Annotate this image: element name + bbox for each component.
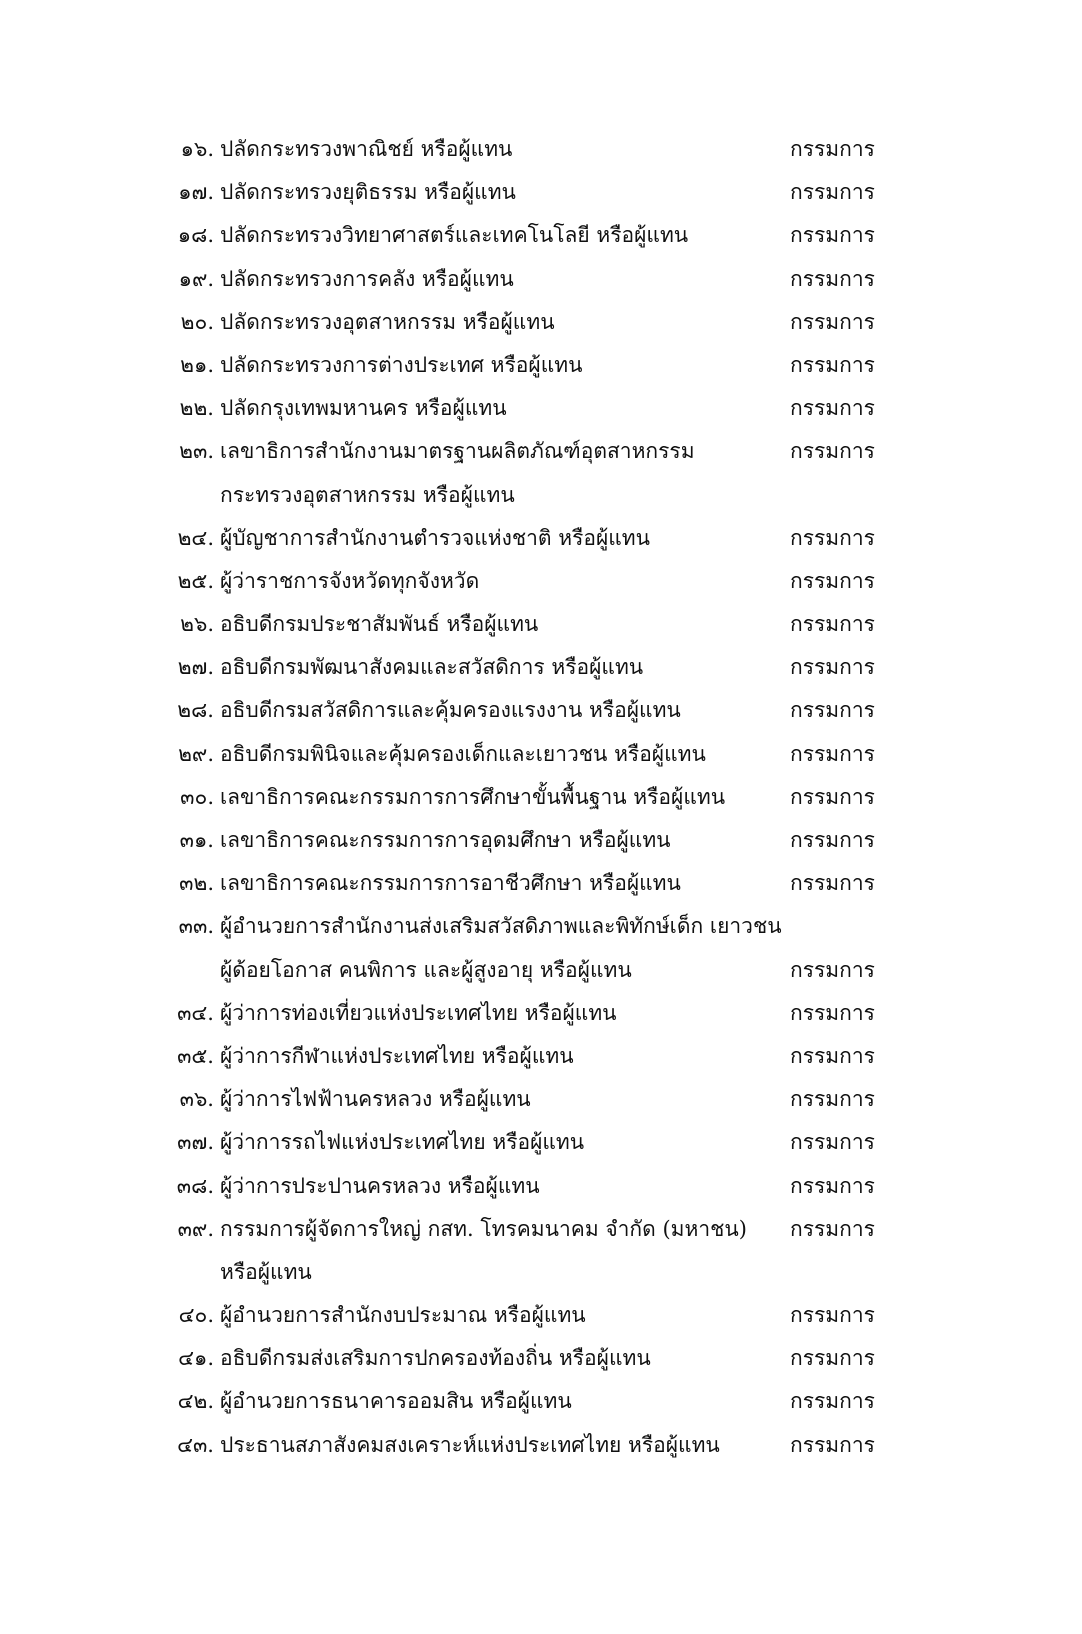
member-role: กรรมการ — [790, 568, 875, 593]
member-title: เลขาธิการคณะกรรมการการอาชีวศึกษา หรือผู้แทน — [220, 871, 681, 896]
member-number: ๑๖. — [180, 137, 214, 161]
member-role: กรรมการ — [790, 439, 875, 464]
member-role: กรรมการ — [790, 871, 875, 896]
member-title: อธิบดีกรมพัฒนาสังคมและสวัสดิการ หรือผู้แทน — [220, 655, 644, 680]
member-title: ผู้ว่าการท่องเที่ยวแห่งประเทศไทย หรือผู้แทน — [220, 1000, 617, 1025]
member-number: ๓๒. — [179, 871, 214, 896]
member-number: ๓๔. — [177, 1000, 214, 1025]
member-title: กระทรวงอุตสาหกรรม หรือผู้แทน — [220, 482, 515, 507]
member-role: กรรมการ — [790, 698, 875, 723]
member-number: ๒๔. — [177, 525, 214, 550]
member-row — [0, 1294, 1082, 1337]
member-title: ปลัดกระทรวงยุติธรรม หรือผู้แทน — [220, 180, 516, 205]
member-title: ประธานสภาสังคมสงเคราะห์แห่งประเทศไทย หรือผู้แทน — [220, 1432, 720, 1457]
member-title: ผู้ว่าการกีฬาแห่งประเทศไทย หรือผู้แทน — [220, 1043, 574, 1068]
member-role: กรรมการ — [790, 1346, 875, 1371]
member-role: กรรมการ — [790, 1389, 875, 1414]
member-number: ๔๒. — [177, 1389, 214, 1414]
member-role: กรรมการ — [790, 612, 875, 637]
member-row — [0, 862, 1082, 905]
member-number: ๓๐. — [180, 784, 214, 809]
member-row — [0, 430, 1082, 473]
member-title: อธิบดีกรมส่งเสริมการปกครองท้องถิ่น หรือผู้แทน — [220, 1346, 651, 1371]
member-title: ผู้ว่าการรถไฟแห่งประเทศไทย หรือผู้แทน — [220, 1130, 585, 1155]
member-row — [0, 733, 1082, 776]
member-row — [0, 1251, 1082, 1294]
member-role: กรรมการ — [790, 1043, 875, 1068]
committee-member-list — [0, 128, 1082, 1467]
member-row — [0, 344, 1082, 387]
member-row — [0, 689, 1082, 732]
member-row — [0, 992, 1082, 1035]
member-role: กรรมการ — [790, 1216, 875, 1241]
member-row — [0, 905, 1082, 948]
member-role: กรรมการ — [790, 1173, 875, 1198]
member-title: ผู้อำนวยการธนาคารออมสิน หรือผู้แทน — [220, 1389, 572, 1414]
member-row — [0, 1424, 1082, 1467]
member-number: ๒๖. — [180, 612, 214, 637]
member-role: กรรมการ — [790, 1303, 875, 1328]
member-row — [0, 1380, 1082, 1423]
member-role: กรรมการ — [790, 180, 875, 205]
member-row — [0, 258, 1082, 301]
member-number: ๑๗. — [178, 180, 214, 205]
member-row — [0, 603, 1082, 646]
member-row — [0, 776, 1082, 819]
member-title: ปลัดกระทรวงการต่างประเทศ หรือผู้แทน — [220, 352, 583, 377]
member-role: กรรมการ — [790, 1432, 875, 1457]
member-row — [0, 474, 1082, 517]
member-title: ผู้อำนวยการสำนักงบประมาณ หรือผู้แทน — [220, 1303, 586, 1328]
member-title: อธิบดีกรมประชาสัมพันธ์ หรือผู้แทน — [220, 612, 539, 637]
member-number: ๓๗. — [177, 1130, 214, 1155]
member-role: กรรมการ — [790, 525, 875, 550]
member-title: ผู้ว่าการไฟฟ้านครหลวง หรือผู้แทน — [220, 1087, 531, 1112]
member-title: หรือผู้แทน — [220, 1259, 312, 1284]
member-number: ๓๘. — [176, 1173, 214, 1198]
member-role: กรรมการ — [790, 1000, 875, 1025]
member-row — [0, 387, 1082, 430]
member-number: ๓๑. — [179, 828, 214, 852]
member-number: ๒๒. — [179, 396, 214, 421]
member-title: ปลัดกระทรวงการคลัง หรือผู้แทน — [220, 266, 514, 291]
member-role: กรรมการ — [790, 1130, 875, 1155]
member-role: กรรมการ — [790, 223, 875, 248]
member-title: ผู้ว่าการประปานครหลวง หรือผู้แทน — [220, 1173, 540, 1198]
member-role: กรรมการ — [790, 266, 875, 291]
member-role: กรรมการ — [790, 741, 875, 766]
member-number: ๔๑. — [178, 1346, 214, 1371]
member-row — [0, 560, 1082, 603]
member-title: ปลัดกระทรวงอุตสาหกรรม หรือผู้แทน — [220, 309, 555, 334]
member-title: เลขาธิการคณะกรรมการการศึกษาขั้นพื้นฐาน หรือผู้แทน — [220, 784, 726, 809]
member-role: กรรมการ — [790, 309, 875, 334]
member-role: กรรมการ — [790, 957, 875, 982]
member-number: ๒๗. — [177, 655, 214, 680]
member-row — [0, 1121, 1082, 1164]
member-number: ๒๐. — [180, 309, 214, 334]
member-role: กรรมการ — [790, 396, 875, 421]
member-title: ผู้บัญชาการสำนักงานตำรวจแห่งชาติ หรือผู้แทน — [220, 525, 651, 550]
member-title: ปลัดกระทรวงพาณิชย์ หรือผู้แทน — [220, 137, 513, 161]
member-role: กรรมการ — [790, 655, 875, 680]
member-row — [0, 949, 1082, 992]
member-row — [0, 1035, 1082, 1078]
member-number: ๒๕. — [177, 568, 214, 593]
member-title: เลขาธิการคณะกรรมการการอุดมศึกษา หรือผู้แทน — [220, 828, 671, 852]
member-role: กรรมการ — [790, 784, 875, 809]
member-number: ๓๖. — [179, 1087, 214, 1112]
member-number: ๒๑. — [180, 352, 214, 377]
member-title: ปลัดกรุงเทพมหานคร หรือผู้แทน — [220, 396, 507, 421]
member-number: ๒๙. — [178, 741, 214, 766]
member-row — [0, 517, 1082, 560]
member-number: ๔๐. — [178, 1303, 214, 1328]
member-row — [0, 646, 1082, 689]
member-title: เลขาธิการสำนักงานมาตรฐานผลิตภัณฑ์อุตสาหกรรม — [220, 439, 695, 464]
member-role: กรรมการ — [790, 352, 875, 377]
member-title: อธิบดีกรมพินิจและคุ้มครองเด็กและเยาวชน หรือผู้แทน — [220, 741, 706, 766]
member-title: ผู้ด้อยโอกาส คนพิการ และผู้สูงอายุ หรือผู้แทน — [220, 957, 632, 982]
member-number: ๓๕. — [177, 1043, 214, 1068]
member-role: กรรมการ — [790, 137, 875, 161]
member-row — [0, 819, 1082, 862]
member-row — [0, 1337, 1082, 1380]
member-number: ๓๙. — [177, 1216, 214, 1241]
member-row — [0, 1078, 1082, 1121]
member-number: ๓๓. — [178, 914, 214, 939]
member-row — [0, 214, 1082, 257]
member-role: กรรมการ — [790, 828, 875, 852]
member-title: ผู้อำนวยการสำนักงานส่งเสริมสวัสดิภาพและพิทักษ์เด็ก เยาวชน — [220, 914, 782, 939]
member-number: ๑๘. — [177, 223, 214, 248]
member-number: ๒๓. — [179, 439, 214, 464]
member-row — [0, 1165, 1082, 1208]
member-role: กรรมการ — [790, 1087, 875, 1112]
member-title: ผู้ว่าราชการจังหวัดทุกจังหวัด — [220, 568, 480, 593]
member-row — [0, 1208, 1082, 1251]
member-row — [0, 171, 1082, 214]
member-number: ๒๘. — [177, 698, 214, 723]
member-row — [0, 128, 1082, 171]
member-title: ปลัดกระทรวงวิทยาศาสตร์และเทคโนโลยี หรือผู้แทน — [220, 223, 689, 248]
member-number: ๔๓. — [177, 1432, 214, 1457]
member-title: อธิบดีกรมสวัสดิการและคุ้มครองแรงงาน หรือผู้แทน — [220, 698, 681, 723]
member-title: กรรมการผู้จัดการใหญ่ กสท. โทรคมนาคม จำกัด (มหาชน) — [220, 1216, 747, 1241]
member-row — [0, 301, 1082, 344]
member-number: ๑๙. — [178, 266, 214, 291]
